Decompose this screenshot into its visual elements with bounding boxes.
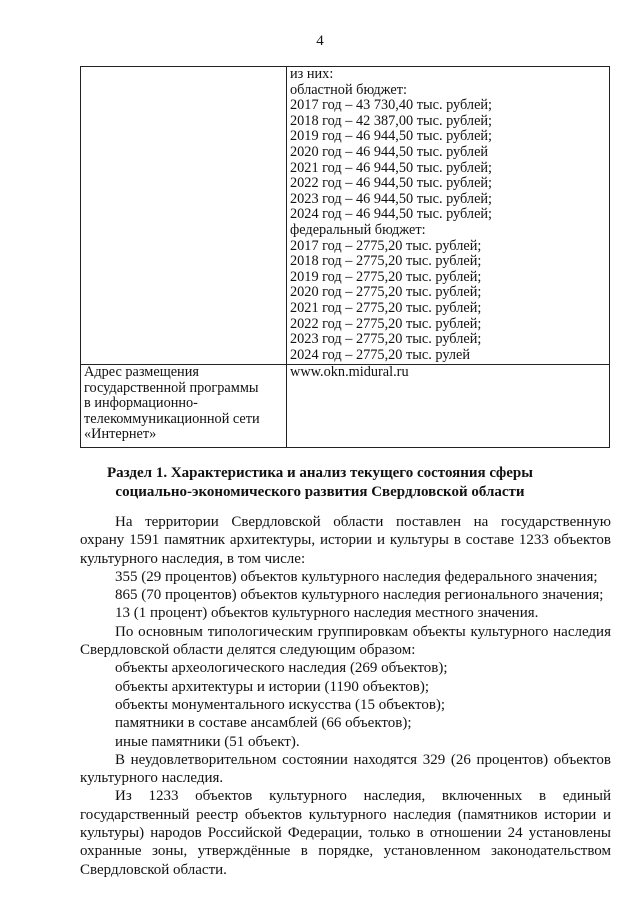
paragraph-line: охранные зоны, утверждённые в порядке, установленном законодательством: [80, 843, 611, 860]
paragraph-line: государственный реестр объектов культурного наследия (памятников истории и: [80, 806, 611, 823]
budget-line: 2019 год – 2775,20 тыс. рублей;: [290, 268, 482, 285]
address-label-cell: [81, 365, 287, 448]
budget-line: 2018 год – 2775,20 тыс. рублей;: [290, 253, 482, 270]
section-title-line: Раздел 1. Характеристика и анализ текущего состояния сферы: [107, 465, 533, 481]
budget-line: из них:: [290, 66, 334, 82]
budget-line: 2017 год – 2775,20 тыс. рублей;: [290, 237, 482, 254]
budget-line: 2022 год – 46 944,50 тыс. рублей;: [290, 175, 493, 192]
table-cell-empty: [81, 67, 287, 365]
paragraph-line: В неудовлетворительном состоянии находятся 329 (26 процентов) объектов: [115, 751, 611, 768]
section-title-line: социально-экономического развития Свердловской области: [115, 484, 525, 500]
budget-line: 2021 год – 46 944,50 тыс. рублей;: [290, 159, 493, 176]
paragraph-line: культуры) народов Российской Федерации, только в отношении 24 установлены: [80, 825, 611, 842]
budget-line: 2024 год – 2775,20 тыс. рулей: [290, 346, 470, 363]
address-value-cell: [287, 365, 610, 448]
address-label-line: государственной программы: [84, 379, 259, 396]
budget-line: 2023 год – 2775,20 тыс. рублей;: [290, 331, 482, 348]
website-url: www.okn.midural.ru: [290, 364, 409, 380]
list-item: объекты архитектуры и истории (1190 объектов);: [115, 678, 429, 695]
table-row-budget: [81, 67, 610, 365]
list-item: 355 (29 процентов) объектов культурного наследия федерального значения;: [115, 568, 598, 585]
address-label-line: «Интернет»: [84, 426, 157, 443]
paragraph-line: Свердловской области.: [80, 861, 227, 878]
list-item: объекты монументального искусства (15 объектов);: [115, 696, 446, 713]
list-item: 865 (70 процентов) объектов культурного наследия регионального значения;: [115, 587, 604, 604]
paragraph-line: Из 1233 объектов культурного наследия, включенных в единый: [115, 788, 611, 805]
paragraph-line: Свердловской области делятся следующим образом:: [80, 642, 416, 659]
budget-line: 2021 год – 2775,20 тыс. рублей;: [290, 299, 482, 316]
list-item: памятники в составе ансамблей (66 объектов);: [115, 715, 412, 732]
list-item: 13 (1 процент) объектов культурного наследия местного значения.: [115, 605, 539, 622]
paragraph-line: По основным типологическим группировкам объекты культурного наследия: [115, 623, 611, 640]
paragraph-line: культурного наследия.: [80, 770, 224, 787]
budget-line: федеральный бюджет:: [290, 221, 426, 238]
budget-line: 2019 год – 46 944,50 тыс. рублей;: [290, 128, 493, 145]
budget-line: 2020 год – 2775,20 тыс. рублей;: [290, 284, 482, 301]
budget-line: 2023 год – 46 944,50 тыс. рублей;: [290, 190, 493, 207]
section-heading: [60, 464, 580, 502]
page-number: 4: [316, 33, 324, 49]
budget-line: 2017 год – 43 730,40 тыс. рублей;: [290, 97, 493, 114]
paragraph-line: На территории Свердловской области поставлен на государственную: [115, 514, 611, 530]
address-label-line: Адрес размещения: [84, 364, 199, 380]
table-cell-budget: [287, 67, 610, 365]
address-label-line: в информационно-: [84, 395, 198, 412]
paragraph-line: культурного наследия, в том числе:: [80, 550, 306, 567]
budget-line: областной бюджет:: [290, 81, 407, 98]
paragraph-line: охрану 1591 памятник архитектуры, истории и культуры в составе 1233 объектов: [80, 532, 611, 549]
table-row-address: [81, 365, 610, 448]
passport-table: [80, 66, 610, 448]
body-text: [80, 513, 611, 879]
budget-line: 2024 год – 46 944,50 тыс. рублей;: [290, 206, 493, 223]
budget-line: 2020 год – 46 944,50 тыс. рублей: [290, 143, 489, 160]
list-item: иные памятники (51 объект).: [115, 733, 300, 750]
list-item: объекты археологического наследия (269 объектов);: [115, 660, 448, 677]
address-label-line: телекоммуникационной сети: [84, 410, 260, 427]
budget-line: 2022 год – 2775,20 тыс. рублей;: [290, 315, 482, 332]
budget-line: 2018 год – 42 387,00 тыс. рублей;: [290, 112, 493, 129]
